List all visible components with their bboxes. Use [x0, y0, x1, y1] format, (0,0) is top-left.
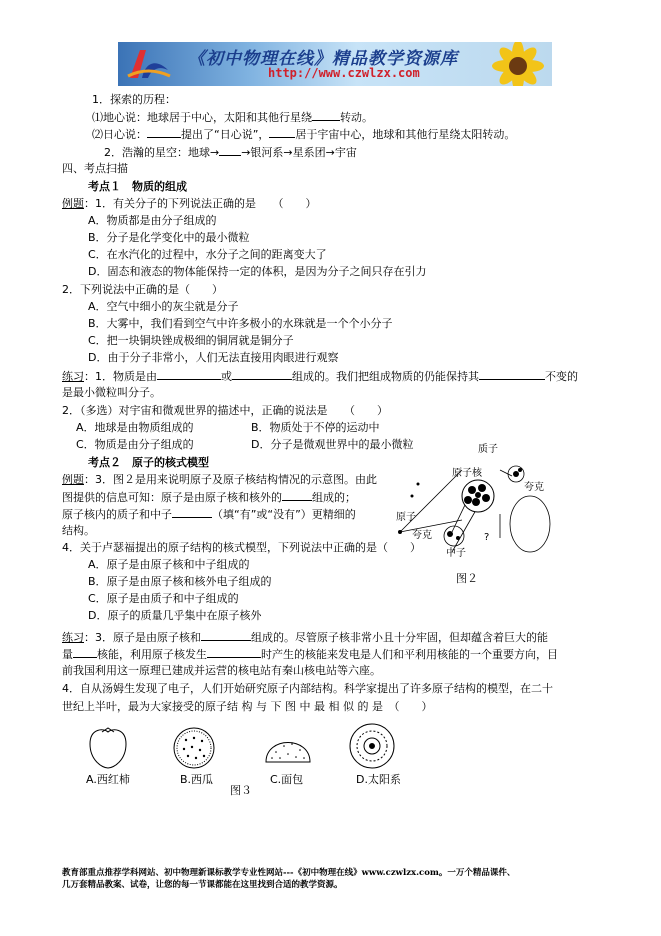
- nucleus-label: 原子核: [452, 468, 482, 479]
- site-logo: [124, 46, 174, 82]
- practice3-line1: 练习：3．原子是由原子核和 组成的。尽管原子核非常小且十分牢固，但却蕴含着巨大的能: [62, 631, 548, 644]
- option-a-tomato-label: A.西红柿: [86, 773, 130, 786]
- neutron-label: 中子: [446, 548, 466, 559]
- example4-question: 4．关于卢瑟福提出的原子结构的核式模型，下列说法中正确的是（ ）: [62, 541, 421, 554]
- example1-option-c: C．在水汽化的过程中，水分子之间的距离变大了: [88, 248, 327, 261]
- practice1-line2: 是最小微粒叫分子。: [62, 386, 161, 399]
- practice2-option-d: D．分子是微观世界中的最小微粒: [251, 438, 414, 451]
- example1-option-d: D．固态和液态的物体能保持一定的体积，是因为分子之间只存在引力: [88, 265, 427, 278]
- banner-title: 《初中物理在线》精品教学资源库: [188, 49, 458, 69]
- section-heading: 四、考点扫描: [62, 162, 128, 175]
- question-mark-label: ?: [484, 532, 490, 543]
- point1-title: 考点１ 物质的组成: [88, 180, 187, 193]
- atom-dot: [398, 530, 402, 534]
- header-banner: [118, 42, 552, 86]
- geocentric-line: ⑴地心说：地球居于中心，太阳和其他行星绕 转动。: [92, 111, 373, 124]
- quark-label-2: 夸克: [412, 530, 432, 541]
- heliocentric-line: ⑵日心说： 提出了“日心说”， 居于宇宙中心，地球和其他行星绕太阳转动。: [92, 128, 516, 141]
- example2-option-b: B．大雾中，我们看到空气中许多极小的水珠就是一个个小分子: [88, 317, 393, 330]
- atom-structure-diagram: [392, 440, 562, 560]
- footer-line1: 教育部重点推荐学科网站、初中物理新课标教学专业性网站---《初中物理在线》www.czwlzx.com。一万个精品课件、: [62, 868, 516, 878]
- practice2-option-b: B．物质处于不停的运动中: [251, 421, 380, 434]
- proton-label: 质子: [478, 444, 498, 455]
- starry-sky-line: 2．浩瀚的星空：地球→ →银河系→星系团→宇宙: [104, 146, 357, 159]
- watermelon-icon: [174, 728, 214, 768]
- example4-option-a: A．原子是由原子核和中子组成的: [88, 558, 250, 571]
- quark-label-1: 夸克: [524, 482, 544, 493]
- point2-title: 考点２ 原子的核式模型: [88, 456, 209, 469]
- practice2-option-a: A．地球是由物质组成的: [76, 421, 194, 434]
- sunflower-image: [478, 42, 552, 86]
- example3-line4: 结构。: [62, 524, 95, 537]
- example2-option-d: D．由于分子非常小，人们无法直接用肉眼进行观察: [88, 351, 339, 364]
- practice1-line1: 练习：1．物质是由 或 组成的。我们把组成物质的仍能保持其 不变的: [62, 370, 578, 383]
- atom-model-options-figure: [84, 722, 424, 778]
- banner-url[interactable]: http://www.czwlzx.com: [268, 66, 420, 80]
- example3-line3: 原子核内的质子和中子 （填“有”或“没有”）更精细的: [62, 508, 356, 521]
- solar-system-icon: [350, 724, 394, 768]
- example1-option-b: B．分子是化学变化中的最小微粒: [88, 231, 250, 244]
- example1-option-a: A．物质都是由分子组成的: [88, 214, 217, 227]
- example4-option-c: C．原子是由质子和中子组成的: [88, 592, 239, 605]
- figure2-caption: 图２: [456, 572, 478, 585]
- review-heading: 1．探索的历程：: [92, 93, 176, 106]
- bread-icon: [266, 743, 310, 763]
- example2-option-a: A．空气中细小的灰尘就是分子: [88, 300, 239, 313]
- example4-option-b: B．原子是由原子核和核外电子组成的: [88, 575, 272, 588]
- example3-line1: 例题：3．图２是用来说明原子及原子核结构情况的示意图。由此: [62, 473, 377, 486]
- practice2-question: 2．（多选）对宇宙和微观世界的描述中，正确的说法是 （ ）: [62, 404, 388, 417]
- example3-line2: 图提供的信息可知：原子是由原子核和核外的 组成的；: [62, 491, 356, 504]
- atom-label: 原子: [396, 512, 416, 523]
- option-c-bread-label: C.面包: [270, 773, 304, 786]
- option-d-solar-system-label: D.太阳系: [356, 773, 401, 786]
- footer-line2: 几万套精品教案、试卷，让您的每一节课都能在这里找到合适的教学资源。: [62, 880, 343, 890]
- example1-question: 例题：1．有关分子的下列说法正确的是 （ ）: [62, 197, 317, 210]
- practice3-line3: 前我国利用这一原理已建成并运营的核电站有秦山核电站等六座。: [62, 664, 381, 677]
- example2-question: 2．下列说法中正确的是（ ）: [62, 283, 223, 296]
- practice4-line1: 4．自从汤姆生发现了电子，人们开始研究原子内部结构。科学家提出了许多原子结构的模型，在二十: [62, 682, 553, 695]
- practice2-option-c: C．物质是由分子组成的: [76, 438, 194, 451]
- practice4-line2: 世纪上半叶，最为大家接受的原子结 构 与 下 图 中 最 相 似 的 是 （ ）: [62, 700, 433, 713]
- figure3-caption: 图３: [230, 784, 252, 797]
- example2-option-c: C．把一块铜块锉成极细的铜屑就是铜分子: [88, 334, 294, 347]
- tomato-icon: [90, 728, 126, 768]
- example4-option-d: D．原子的质量几乎集中在原子核外: [88, 609, 262, 622]
- option-b-watermelon-label: B.西瓜: [180, 773, 214, 786]
- practice3-line2: 量 核能，利用原子核发生 时产生的核能来发电是人们和平利用核能的一个重要方向，目: [62, 648, 558, 661]
